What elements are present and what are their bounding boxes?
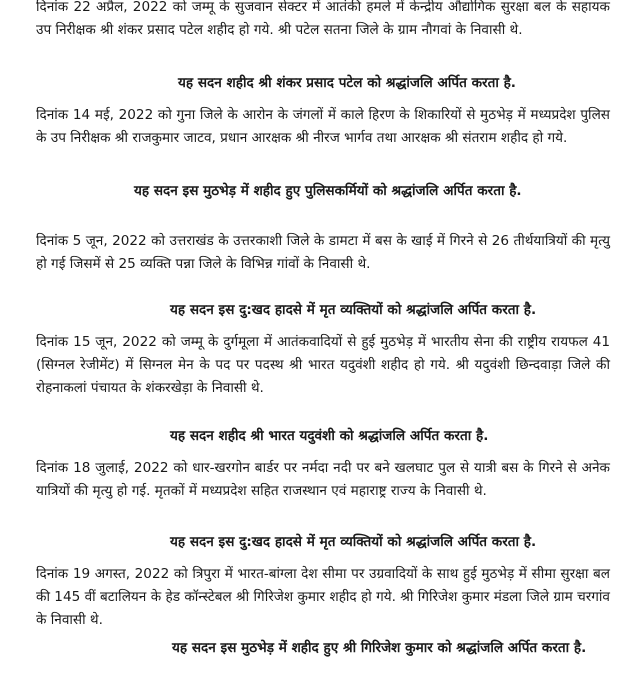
paragraph-2-text: को गुना जिले के आरोन के जंगलों में काले हिरण के शिकारियों से मुठभेड़ में मध्यप्रदेश पुलिस के उप निरीक्षक श्री राजकुमार जाटव, प्रधान आरक्षक श्री नीरज भार्गव तथा आरक्षक श्री संतराम शहीद हो गये. <box>36 107 610 146</box>
paragraph-3-text: को उत्तराखंड के उत्तरकाशी जिले के डामटा में बस के खाई में गिरने से 26 तीर्थयात्रियों की मृत्यु हो गई जिसमें से 25 व्यक्ति पन्ना जिले के विभिन्न गांवों के निवासी थे. <box>36 233 610 272</box>
paragraph-6-date: दिनांक 19 अगस्त, 2022 <box>36 566 170 582</box>
paragraph-2-date: दिनांक 14 मई, 2022 <box>36 107 154 123</box>
paragraph-4-date: दिनांक 15 जून, 2022 <box>36 334 157 350</box>
paragraph-4 <box>36 331 610 400</box>
paragraph-5-text: को धार-खरगोन बार्डर पर नर्मदा नदी पर बने खलघाट पुल से यात्री बस के गिरने से अनेक यात्रियों की मृत्यु हो गई. मृतकों में मध्यप्रदेश सहित राजस्थान एवं महाराष्ट्र राज्य के निवासी थे. <box>36 460 610 499</box>
tribute-5: यह सदन इस दु:खद हादसे में मृत व्यक्तियों को श्रद्धांजलि अर्पित करता है. <box>170 534 537 550</box>
paragraph-3-date: दिनांक 5 जून, 2022 <box>36 233 147 249</box>
paragraph-3 <box>36 230 610 276</box>
paragraph-6 <box>36 563 610 632</box>
tribute-4: यह सदन शहीद श्री भारत यदुवंशी को श्रद्धांजलि अर्पित करता है. <box>170 428 489 444</box>
paragraph-5-date: दिनांक 18 जुलाई, 2022 <box>36 460 169 476</box>
tribute-6: यह सदन इस मुठभेड़ में शहीद हुए श्री गिरिजेश कुमार को श्रद्धांजलि अर्पित करता है. <box>172 640 587 656</box>
tribute-3: यह सदन इस दु:खद हादसे में मृत व्यक्तियों को श्रद्धांजलि अर्पित करता है. <box>170 302 537 318</box>
paragraph-4-text: को जम्मू के दुर्गमूला में आतंकवादियों से हुई मुठभेड़ में भारतीय सेना की राष्ट्रीय रायफल 41 (सिग्नल रेजीमेंट) में सिग्नल मेन के पद पर पदस्थ श्री भारत यदुवंशी शहीद हो गये. श्री यदुवंशी छिन्दवाड़ा जिले की रोहनाकलां पंचायत के शंकरखेड़ा के निवासी थे. <box>36 334 611 396</box>
paragraph-1 <box>36 0 610 42</box>
tribute-2: यह सदन इस मुठभेड़ में शहीद हुए पुलिसकर्मियों को श्रद्धांजलि अर्पित करता है. <box>134 183 522 199</box>
paragraph-6-text: को त्रिपुरा में भारत-बांग्ला देश सीमा पर उग्रवादियों के साथ हुई मुठभेड़ में सीमा सुरक्षा बल की 145 वीं बटालियन के हेड कॉन्स्टेबल श्री गिरिजेश कुमार शहीद हो गये. श्री गिरिजेश कुमार मंडला जिले ग्राम चरगांव के निवासी थे. <box>36 566 611 628</box>
paragraph-1-date: दिनांक 22 अप्रैल, 2022 <box>36 0 168 15</box>
paragraph-2 <box>36 104 610 150</box>
paragraph-1-text: को जम्मू के सुजवान सेक्टर में आतंकी हमले में केन्द्रीय औद्योगिक सुरक्षा बल के सहायक उप निरीक्षक श्री शंकर प्रसाद पटेल शहीद हो गये. श्री पटेल सतना जिले के ग्राम नौगवां के निवासी थे. <box>36 0 610 38</box>
tribute-1: यह सदन शहीद श्री शंकर प्रसाद पटेल को श्रद्धांजलि अर्पित करता है. <box>178 75 516 91</box>
paragraph-5 <box>36 457 610 503</box>
